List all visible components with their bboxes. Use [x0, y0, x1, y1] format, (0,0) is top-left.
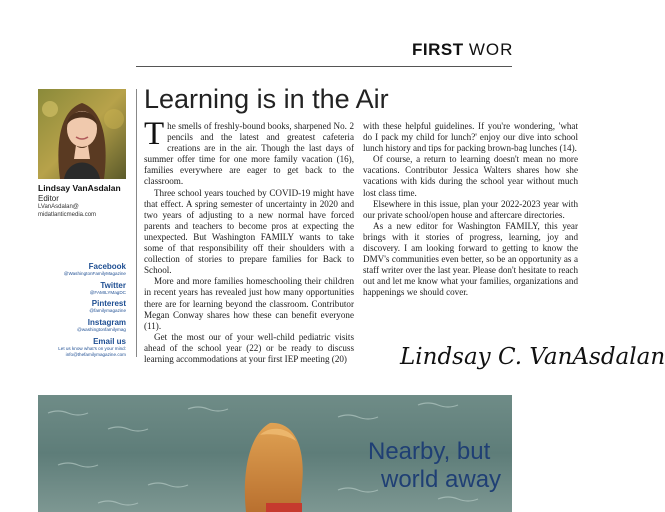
article-column-2-clip — [363, 121, 578, 345]
social-handle: @FAMILYMagDC — [89, 290, 126, 295]
article-paragraph: Get the most our of your well-child pediatric visits ahead of the school year (22) or be ready to discuss learning accommodations at your first IEP meeting (20) — [144, 331, 354, 364]
editor-name: Lindsay VanAsdalan — [38, 183, 121, 193]
article-paragraph: Of course, a return to learning doesn't mean no more vacations. Contributor Jessica Walters shares how she vacations with kids during the school year without much lost class time. — [363, 154, 578, 198]
social-instagram[interactable] — [77, 318, 126, 333]
article-paragraph: The smells of freshly-bound books, sharpened No. 2 pencils and the latest and greatest cafeteria creations are in the air. Though the last days of summer offer time for one more family vacation (16), families everywhere are eager to get back to the classroom. — [144, 116, 354, 187]
drop-cap: T — [144, 116, 165, 152]
social-handle: @washingtonfamilymag — [77, 327, 126, 332]
social-network: Facebook — [88, 262, 126, 271]
social-twitter[interactable] — [90, 281, 126, 296]
social-network: Instagram — [87, 318, 126, 327]
social-network: Email us — [93, 337, 126, 346]
social-email[interactable] — [58, 337, 126, 357]
header-rule — [136, 66, 512, 67]
editor-email[interactable] — [38, 204, 133, 219]
feature-headline-line1: Nearby, but — [368, 438, 491, 465]
section-header — [412, 40, 513, 60]
article-paragraph: Elsewhere in this issue, plan your 2022-2023 year with our private school/open house and aftercare directories. — [363, 198, 578, 220]
social-handle: @WashingtonFamilyMagazine — [63, 271, 126, 276]
article-paragraph: with these helpful guidelines. If you're wondering, 'what do I pack my child for lunch?' enjoy our dive into school lunch history and tips for packing brown-bag lunches (14). — [363, 121, 578, 154]
section-header-rest: WOR — [468, 40, 514, 59]
social-handle: Let us know what's on your mind: — [58, 346, 126, 351]
signature-clip — [400, 344, 665, 384]
article-column-1 — [144, 116, 354, 365]
social-facebook[interactable] — [64, 262, 126, 277]
article-paragraph: Three school years touched by COVID-19 might have that effect. A spring semester of uncertainty in 2020 and two years of adjusting to a new normal have forced parents and teachers to become pros at expecting the unexpected. But Washington FAMILY wants to take some of that responsibility off their shoulders with a collection of stories to prepare families for Back to School. — [144, 187, 354, 276]
article-paragraph: More and more families homeschooling their children in recent years has revealed just how many opportunities there are for learning beyond the classroom. Contributor Megan Conway shares how these can benefit everyone (11). — [144, 276, 354, 331]
editor-email-line1: LVanAsdalan@ — [38, 204, 79, 210]
editor-role: Editor — [38, 194, 59, 203]
section-header-bold: FIRST — [412, 40, 464, 59]
article-paragraph: As a new editor for Washington FAMILY, this year brings with it stories of progress, learning, joy and discovery. I am looking forward to getting to know the DMV's communities even better, so be an opportunity as a staff writer over the last year. Please don't hesitate to reach out and let me know what your families, organizations and happenings we should cover. — [363, 220, 578, 298]
editor-photo — [38, 89, 126, 179]
article-title: Learning is in the Air — [144, 84, 389, 114]
social-network: Pinterest — [91, 299, 126, 308]
article-column-2 — [363, 121, 578, 299]
editor-email-line2: midatlanticmedia.com — [38, 211, 97, 218]
social-handle-email: info@thefamilymagazine.com — [65, 351, 126, 357]
sidebar-divider — [136, 89, 137, 357]
social-network: Twitter — [100, 281, 126, 290]
social-handle: @familymagazine — [89, 308, 126, 313]
feature-headline-line2: world away — [381, 466, 502, 493]
editor-signature: Lindsay C. VanAsdalan — [400, 344, 665, 370]
feature-photo — [38, 395, 512, 512]
social-pinterest[interactable] — [89, 299, 126, 314]
